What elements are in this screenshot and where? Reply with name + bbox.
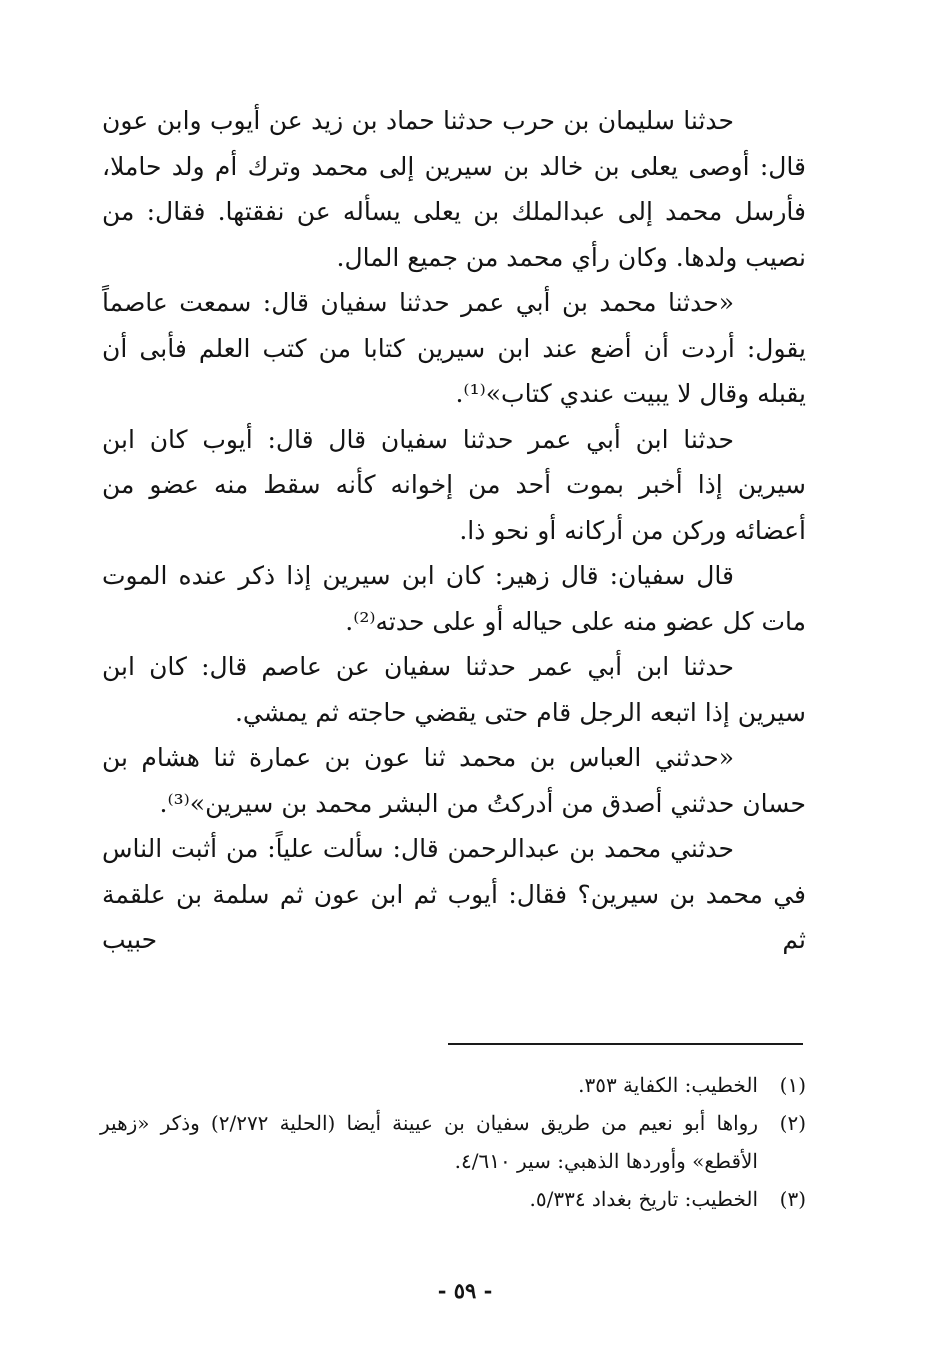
footnote-text: رواها أبو نعيم من طريق سفيان بن عيينة أيضا (الحلية ٢/٢٧٢) وذكر «زهير الأقطع» وأوردها الذهبي: سير ٤/٦١٠. <box>100 1111 758 1173</box>
footnote-number: (١) <box>779 1073 806 1097</box>
footnote-text: الخطيب: تاريخ بغداد ٥/٣٣٤. <box>529 1187 758 1211</box>
paragraph-3: حدثنا ابن أبي عمر حدثنا سفيان قال قال: أيوب كان ابن سيرين إذا أخبر بموت أحد من إخوانه كأنه سقط منه عضو من أعضائه وركن من أركانه أو نحو ذا. <box>102 424 806 545</box>
paragraph-2: «حدثنا محمد بن أبي عمر حدثنا سفيان قال: سمعت عاصماً يقول: أردت أن أضع عند ابن سيرين كتابا من كتب العلم فأبى أن يقبله وقال لا يبيت عندي كتاب»⁽¹⁾. <box>102 288 806 408</box>
paragraph-7: حدثني محمد بن عبدالرحمن قال: سألت علياً: من أثبت الناس في محمد بن سيرين؟ فقال: أيوب ثم ابن عون ثم سلمة بن علقمة ثم حبيب <box>102 834 806 954</box>
footnote-2 <box>100 1104 806 1180</box>
paragraph-4: قال سفيان: قال زهير: كان ابن سيرين إذا ذكر عنده الموت مات كل عضو منه على حياله أو على حدته⁽²⁾. <box>102 561 806 636</box>
footnote-number: (٢) <box>779 1111 806 1135</box>
footnote-divider <box>448 1043 803 1045</box>
page-number: - ٥٩ - <box>437 1278 493 1303</box>
footnote-text: الخطيب: الكفاية ٣٥٣. <box>578 1073 758 1097</box>
paragraph-1: حدثنا سليمان بن حرب حدثنا حماد بن زيد عن أيوب وابن عون قال: أوصى يعلى بن خالد بن سيرين إلى محمد وترك أم ولد حاملا، فأرسل محمد إلى عبدالملك بن يعلى يسأله عن نفقتها. فقال: من نصيب ولدها. وكان رأي محمد من جميع المال. <box>102 106 806 272</box>
footnote-3 <box>100 1180 806 1218</box>
paragraph-6: «حدثني العباس بن محمد ثنا عون بن عمارة ثنا هشام بن حسان حدثني أصدق من أدركتُ من البشر محمد بن سيرين»⁽³⁾. <box>102 743 806 818</box>
paragraph-5: حدثنا ابن أبي عمر حدثنا سفيان عن عاصم قال: كان ابن سيرين إذا اتبعه الرجل قام حتى يقضي حاجته ثم يمشي. <box>102 652 806 727</box>
footnote-number: (٣) <box>779 1187 806 1211</box>
footnotes <box>100 1066 806 1218</box>
footnote-1 <box>100 1066 806 1104</box>
main-text-body <box>102 98 806 963</box>
